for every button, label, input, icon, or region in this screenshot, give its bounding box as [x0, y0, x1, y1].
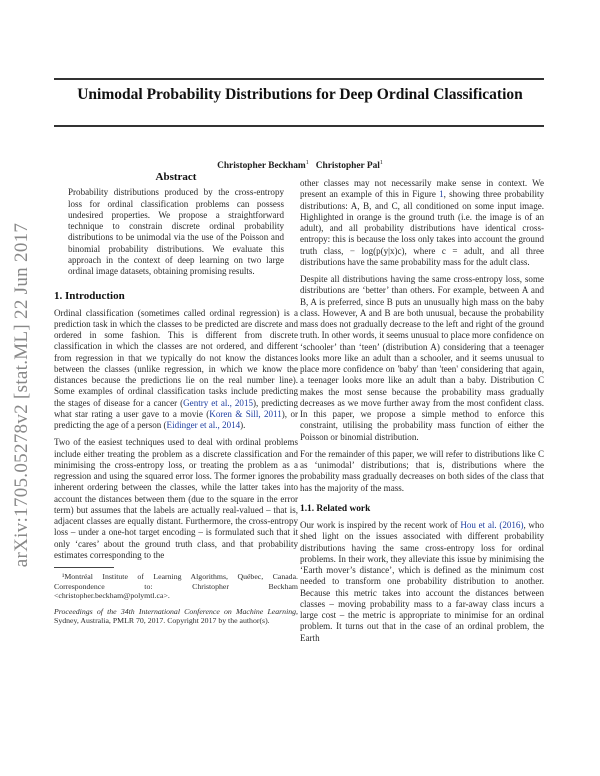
citation-link[interactable]: Gentry et al., 2015	[183, 397, 253, 408]
title-top-rule	[54, 78, 544, 80]
right-column	[300, 178, 544, 650]
proceedings-footnote: Proceedings of the 34th International Conference on Machine Learning, Sydney, Australia, PMLR 70, 2017. Copyright 2017 by the author(s).	[54, 606, 298, 626]
affiliation-mark: 1	[379, 160, 383, 166]
author-name: Christopher Beckham	[217, 161, 306, 172]
paper-title: Unimodal Probability Distributions for Deep Ordinal Classification	[77, 86, 523, 103]
author-list	[0, 160, 600, 171]
affiliation-footnote: ¹Montréal Institute of Learning Algorithms, Québec, Canada. Correspondence to: Christopher Beckham <christopher.beckham@polymtl.ca>.	[54, 572, 298, 601]
abstract-text: Probability distributions produced by the cross-entropy loss for ordinal classification problems can possess undesired properties. We propose a straightforward technique to constrain discrete ordinal probability distributions to be unimodal via the use of the Poisson and binomial probability distributions. We evaluate this approach in the context of deep learning on two large ordinal image datasets, obtaining promising results.	[68, 187, 284, 276]
subsection-heading-related-work: 1.1. Related work	[300, 503, 371, 514]
citation-link[interactable]: Koren & Sill, 2011	[209, 408, 282, 419]
arxiv-stamp-text: arXiv:1705.05278v2 [stat.ML] 22 Jun 2017	[11, 222, 32, 568]
arxiv-stamp	[2, 200, 42, 590]
footnotes	[54, 572, 298, 626]
right-paragraph-1: other classes may not necessarily make sense in context. We present an example of this in Figure 1, showing three probability distributions: A, B, and C, all conditioned on some input image. Highlighted in orange is the ground truth (i.e. the image is of an adult), and all probability distributions have identical cross-entropy: this is because the loss only takes into account the ground truth class, − log(p(y|x)c), where c = adult, and all three distributions have the same probability mass for the adult class.	[300, 178, 544, 267]
intro-paragraph-2: Two of the easiest techniques used to deal with ordinal problems include either treating the problem as a discrete classification and minimising the cross-entropy loss, or treating the problem as a regression and using the squared error loss. The former ignores the inherent ordering between the classes, while the latter takes into account the distances between them (due to the square in the error term) but assumes that the labels are actually real-valued – that is, adjacent classes are equally distant. Furthermore, the cross-entropy loss – under a one-hot target encoding – is formulated such that it only ‘cares’ about the ground truth class, and that probability estimates corresponding to the	[54, 437, 298, 560]
abstract-heading: Abstract	[155, 171, 197, 183]
citation-link[interactable]: Eidinger et al., 2014	[166, 420, 241, 430]
title-bottom-rule	[54, 125, 544, 127]
affiliation-mark: 1	[305, 160, 309, 166]
right-paragraph-3: For the remainder of this paper, we will refer to distributions like C as ‘unimodal’ distributions; that is, distributions where the probability mass gradually decreases on both sides of the class that has the majority of the mass.	[300, 448, 544, 493]
right-paragraph-2: Despite all distributions having the same cross-entropy loss, some distributions are ‘better’ than others. For example, between A and B, A is preferred, since B puts an unusually high mass on the baby class. However, A and B are both unusual, because the probability mass does not gradually decrease to the left and right of the ground truth. In other words, it seems unusual to place more confidence on ‘schooler’ than ‘teen’ (distribution A) considering that a teenager looks more like an adult than a schooler, and it seems unusual to place more confidence on 'baby' than 'teen' considering that again, a teenager looks more like an adult than a baby. Distribution C makes the most sense because the probability mass gradually decreases as we move further away from the most confident class. In this paper, we propose a simple method to enforce this constraint, utilising the probability mass function of either the Poisson or binomial distribution.	[300, 274, 544, 442]
intro-paragraph-1: Ordinal classification (sometimes called ordinal regression) is a prediction task in which the classes to be predicted are discrete and ordered in some fashion. This is different from discrete classification in which the classes are not ordered, and different from regression in that we typically do not know the distances between the classes (unlike regression, in which we know the distances because the predictions lie on the real number line). Some examples of ordinal classification tasks include predicting the stages of disease for a cancer (Gentry et al., 2015), predicting what star rating a user gave to a movie (Koren & Sill, 2011), or predicting the age of a person (Eidinger et al., 2014).	[54, 307, 299, 430]
section-heading-introduction: 1. Introduction	[54, 290, 125, 303]
footnote-rule	[54, 567, 114, 568]
author-name: Christopher Pal	[315, 161, 380, 172]
figure-link[interactable]: 1	[439, 189, 444, 200]
citation-link[interactable]: Hou et al. (2016)	[460, 520, 524, 530]
related-work-paragraph: Our work is inspired by the recent work of Hou et al. (2016), who shed light on the issues associated with different probability distributions having the same cross-entropy loss for ordinal problems. In their work, they alleviate this issue by minimising the ‘Earth mover’s distance’, which is defined as the minimum cost needed to transform one probability distribution to another. Because this metric takes into account the distances between classes – moving probability mass to a far-away class incurs a large cost – the metric is appropriate to minimise for an ordinal problem. It turns out that in the case of an ordinal problem, the Earth	[300, 520, 544, 643]
left-column	[54, 172, 298, 632]
